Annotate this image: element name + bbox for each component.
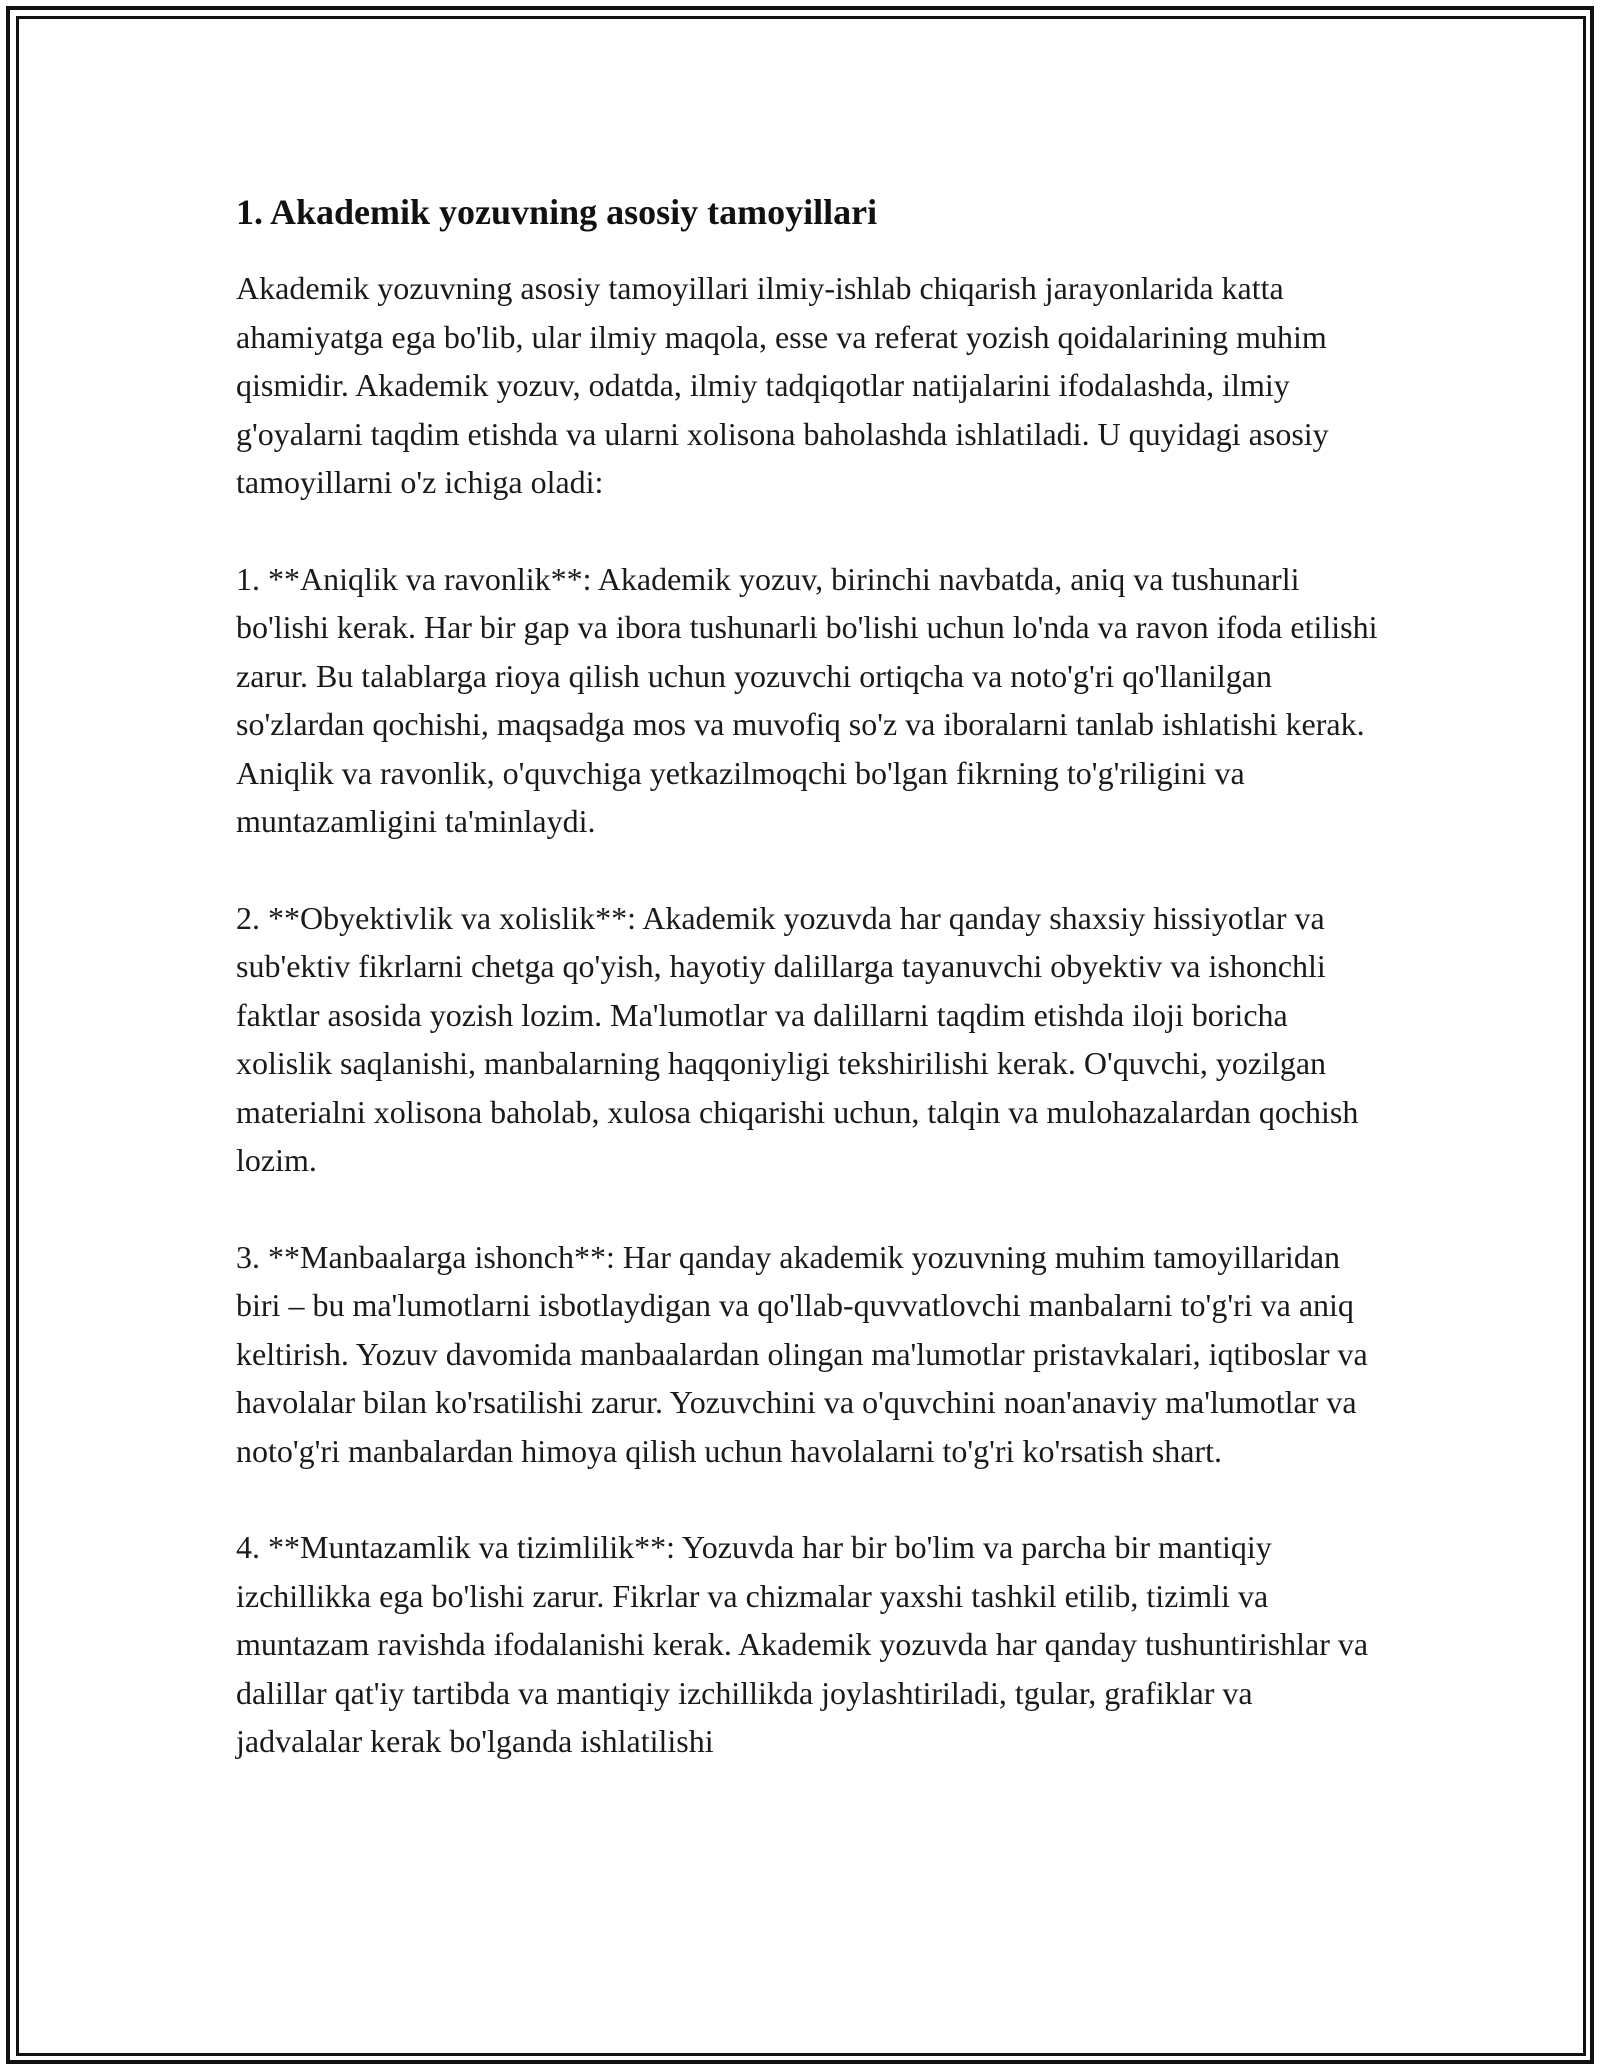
document-body — [236, 188, 1386, 1766]
principle-paragraph-2: 2. **Obyektivlik va xolislik**: Akademik yozuvda har qanday shaxsiy hissiyotlar va sub'ektiv fikrlarni chetga qo'yish, hayotiy dalillarga tayanuvchi obyektiv va ishonchli faktlar asosida yozish lozim. Ma'lumotlar va dalillarni taqdim etishda iloji boricha xolislik saqlanishi, manbalarning haqqoniyligi tekshirilishi kerak. O'quvchi, yozilgan materialni xolisona baholab, xulosa chiqarishi uchun, talqin va mulohazalardan qochish lozim. — [236, 899, 1359, 1178]
section-heading: 1. Akademik yozuvning asosiy tamoyillari — [236, 192, 878, 232]
intro-paragraph: Akademik yozuvning asosiy tamoyillari ilmiy-ishlab chiqarish jarayonlarida katta ahamiyatga ega bo'lib, ular ilmiy maqola, esse va referat yozish qoidalarining muhim qismidir. Akademik yozuv, odatda, ilmiy tadqiqotlar natijalarini ifodalashda, ilmiy g'oyalarni taqdim etishda va ularni xolisona baholashda ishlatiladi. U quyidagi asosiy tamoyillarni o'z ichiga oladi: — [236, 270, 1329, 500]
principle-paragraph-4: 4. **Muntazamlik va tizimlilik**: Yozuvda har bir bo'lim va parcha bir mantiqiy izchillikka ega bo'lishi zarur. Fikrlar va chizmalar yaxshi tashkil etilib, tizimli va muntazam ravishda ifodalanishi kerak. Akademik yozuvda har qanday tushuntirishlar va dalillar qat'iy tartibda va mantiqiy izchillikda joylashtiriladi, tgular, grafiklar va jadvalalar kerak bo'lganda ishlatilishi — [236, 1529, 1369, 1759]
principle-paragraph-3: 3. **Manbaalarga ishonch**: Har qanday akademik yozuvning muhim tamoyillaridan biri – bu ma'lumotlarni isbotlaydigan va qo'llab-quvvatlovchi manbalarni to'g'ri va aniq keltirish. Yozuv davomida manbaalardan olingan ma'lumotlar pristavkalari, iqtiboslar va havolalar bilan ko'rsatilishi zarur. Yozuvchini va o'quvchini noan'anaviy ma'lumotlar va noto'g'ri manbalardan himoya qilish uchun havolalarni to'g'ri ko'rsatish shart. — [236, 1238, 1368, 1469]
principle-paragraph-1: 1. **Aniqlik va ravonlik**: Akademik yozuv, birinchi navbatda, aniq va tushunarli bo'lishi kerak. Har bir gap va ibora tushunarli bo'lishi uchun lo'nda va ravon ifoda etilishi zarur. Bu talablarga rioya qilish uchun yozuvchi ortiqcha va noto'g'ri qo'llanilgan so'zlardan qochishi, maqsadga mos va muvofiq so'z va iboralarni tanlab ishlatishi kerak. Aniqlik va ravonlik, o'quvchiga yetkazilmoqchi bo'lgan fikrning to'g'riligini va muntazamligini ta'minlaydi. — [236, 560, 1378, 839]
